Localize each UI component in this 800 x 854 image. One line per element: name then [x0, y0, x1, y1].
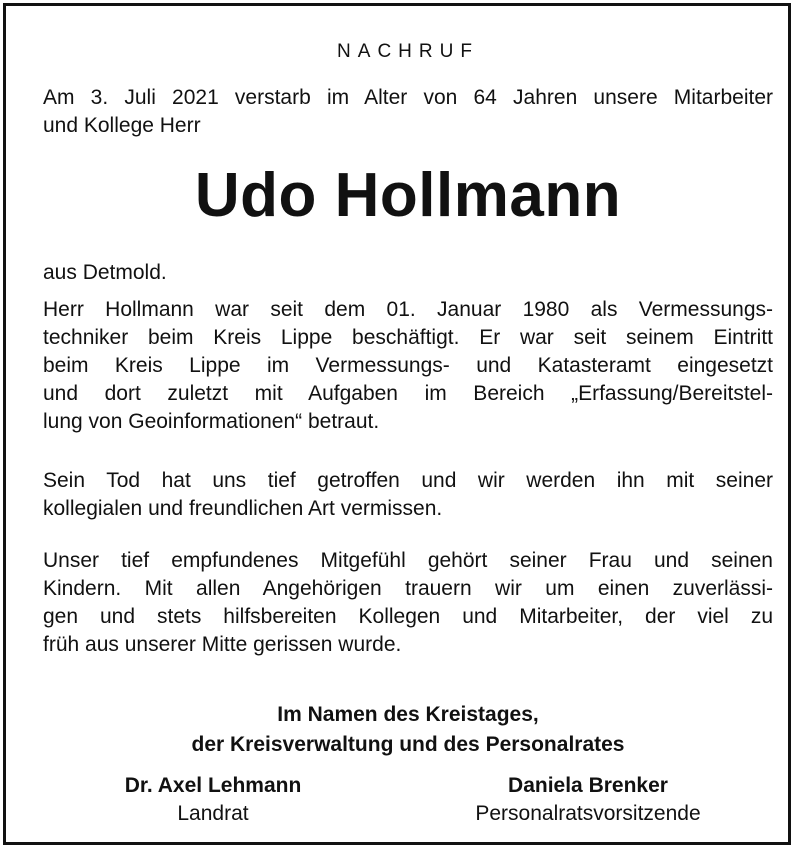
paragraph-line: früh aus unserer Mitte gerissen wurde.: [43, 633, 402, 656]
paragraph-line: Herr Hollmann war seit dem 01. Januar 1980 als Vermessungs-: [43, 298, 773, 321]
obituary-frame: [3, 3, 791, 845]
signatory-role: Landrat: [177, 802, 249, 825]
paragraph-line: kollegialen und freundlichen Art vermissen.: [43, 497, 443, 520]
paragraph-line: Kindern. Mit allen Angehörigen trauern wir um einen zuverlässi-: [43, 577, 773, 600]
signatory-left: [63, 772, 363, 828]
paragraph-grief: [43, 467, 773, 523]
signatory-role: Personalratsvorsitzende: [475, 802, 701, 825]
closing-line: der Kreisverwaltung und des Personalrates: [191, 733, 625, 756]
obituary-heading: NACHRUF: [337, 41, 479, 62]
signatory-name: Dr. Axel Lehmann: [124, 774, 302, 797]
paragraph-line: techniker beim Kreis Lippe beschäftigt. Er war seit seinem Eintritt: [43, 326, 773, 349]
paragraph-line: Unser tief empfundenes Mitgefühl gehört seiner Frau und seinen: [43, 549, 773, 572]
deceased-name: Udo Hollmann: [194, 161, 622, 230]
intro-line: und Kollege Herr: [43, 114, 201, 137]
closing-line: Im Namen des Kreistages,: [277, 703, 539, 726]
paragraph-career: [43, 296, 773, 436]
signatory-right: [423, 772, 753, 828]
intro-line: Am 3. Juli 2021 verstarb im Alter von 64 Jahren unsere Mitarbeiter: [43, 86, 773, 109]
origin-text: aus Detmold.: [43, 261, 167, 284]
closing-statement: [43, 700, 773, 760]
paragraph-line: Sein Tod hat uns tief getroffen und wir werden ihn mit seiner: [43, 469, 773, 492]
paragraph-line: und dort zuletzt mit Aufgaben im Bereich „Erfassung/Bereitstel-: [43, 382, 773, 405]
paragraph-line: lung von Geoinformationen“ betraut.: [43, 410, 380, 433]
paragraph-line: beim Kreis Lippe im Vermessungs- und Katasteramt eingesetzt: [43, 354, 773, 377]
paragraph-condolence: [43, 547, 773, 659]
intro-text: [43, 84, 773, 140]
signatory-name: Daniela Brenker: [508, 774, 668, 797]
paragraph-line: gen und stets hilfsbereiten Kollegen und Mitarbeiter, der viel zu: [43, 605, 773, 628]
